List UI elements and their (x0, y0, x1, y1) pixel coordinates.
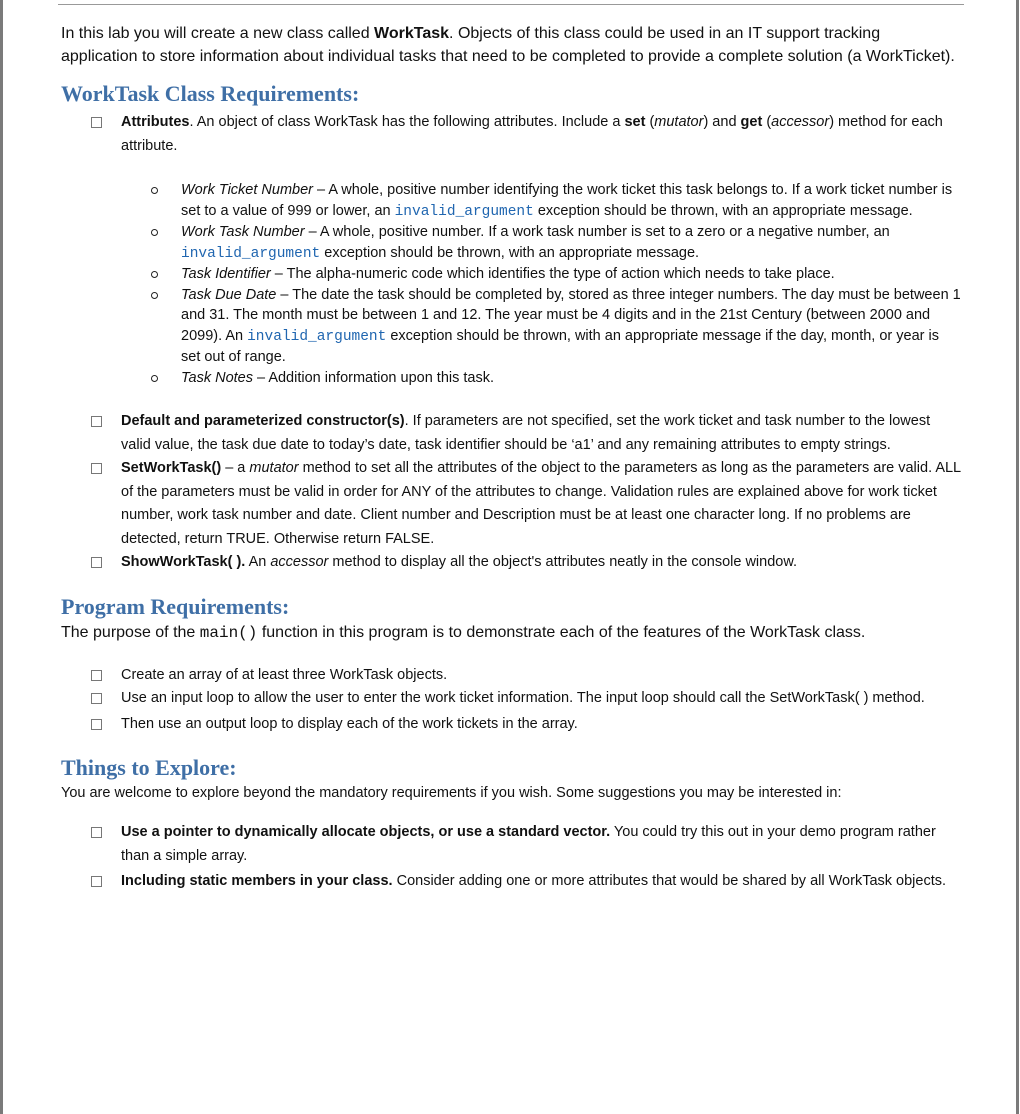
attributes-item: Attributes. An object of class WorkTask has the following attributes. Include a set (mutator) and get (accessor) method for each attribute. Work Ticket Number – A whole, positive number identifying the work ticket this task belongs to. If a work ticket number is set to a value of 999 or lower, an invalid_argument exception should be thrown, with an appropriate message. Work Task Number – A whole, positive number. If a work task number is set to a zero or a negative number, an invalid_argument exception should be thrown, with an appropriate message. Task Identifier – The alpha-numeric code which identifies the type of action which needs to take place. Task Due Date – The date the task should be completed by, stored as three integer numbers. The day must be between 1 and 31. The month must be between 1 and 12. The year must be 4 digits and in the 21st Century (between 2000 and 2099). An invalid_argument exception should be thrown, with an appropriate message if the day, month, or year is set out of range. Task Notes – Addition information upon this task. (61, 111, 961, 388)
program-purpose: The purpose of the main() function in this program is to demonstrate each of the features of the WorkTask class. (61, 623, 866, 642)
class-name: WorkTask (374, 25, 450, 42)
circle-bullet-icon (151, 187, 158, 194)
program-requirements-list (61, 664, 961, 737)
checkbox-square-icon (91, 827, 102, 838)
showworktask-item: ShowWorkTask( ). An accessor method to display all the object's attributes neatly in the console window. (61, 551, 961, 575)
document-body (61, 22, 961, 894)
checkbox-square-icon (91, 557, 102, 568)
circle-bullet-icon (151, 229, 158, 236)
circle-bullet-icon (151, 271, 158, 278)
circle-bullet-icon (151, 292, 158, 299)
things-to-explore-heading: Things to Explore: (61, 755, 237, 780)
program-requirements-heading: Program Requirements: (61, 593, 290, 619)
list-item: Use an input loop to allow the user to enter the work ticket information. The input loop should call the SetWorkTask( ) method. (61, 687, 961, 711)
checkbox-square-icon (91, 719, 102, 730)
class-requirements-heading: WorkTask Class Requirements: (61, 81, 360, 106)
list-item: Use a pointer to dynamically allocate objects, or use a standard vector. You could try this out in your demo program rather than a simple array. (61, 821, 961, 868)
circle-bullet-icon (151, 375, 158, 382)
intro-paragraph: In this lab you will create a new class called WorkTask. Objects of this class could be used in an IT support tracking application to store information about individual tasks that need to be completed to provide a complete solution (a WorkTicket). (61, 25, 955, 65)
attr-work-task-number: Work Task Number – A whole, positive number. If a work task number is set to a zero or a negative number, an invalid_argument exception should be thrown, with an appropriate message. (61, 222, 961, 264)
list-item: Including static members in your class. Consider adding one or more attributes that would be shared by all WorkTask objects. (61, 870, 961, 894)
top-rule (58, 4, 964, 5)
checkbox-square-icon (91, 876, 102, 887)
checkbox-square-icon (91, 670, 102, 681)
attr-work-ticket-number: Work Ticket Number – A whole, positive number identifying the work ticket this task belongs to. If a work ticket number is set to a value of 999 or lower, an invalid_argument exception should be thrown, with an appropriate message. (61, 180, 961, 222)
checkbox-square-icon (91, 463, 102, 474)
checkbox-square-icon (91, 117, 102, 128)
constructor-item: Default and parameterized constructor(s). If parameters are not specified, set the work ticket and task number to the lowest valid value, the task due date to today’s date, task identifier should be ‘a1’ and any remaining attributes to empty strings. (61, 410, 961, 457)
page-border-right (1016, 0, 1019, 1114)
explore-intro: You are welcome to explore beyond the mandatory requirements if you wish. Some suggestions you may be interested in: (61, 785, 842, 801)
attr-task-due-date: Task Due Date – The date the task should be completed by, stored as three integer numbers. The day must be between 1 and 31. The month must be between 1 and 12. The year must be 4 digits and in the 21st Century (between 2000 and 2099). An invalid_argument exception should be thrown, with an appropriate message if the day, month, or year is set out of range. (61, 285, 961, 368)
attr-task-identifier: Task Identifier – The alpha-numeric code which identifies the type of action which needs to take place. (61, 264, 961, 285)
class-requirements-list (61, 111, 961, 575)
explore-list (61, 821, 961, 894)
checkbox-square-icon (91, 693, 102, 704)
setworktask-item: SetWorkTask() – a mutator method to set all the attributes of the object to the parameters as long as the parameters are valid. ALL of the parameters must be valid in order for ANY of the attributes to change. Validation rules are explained above for work ticket number, work task number and date. Client number and Description must be at least one character long. If no problems are detected, return TRUE. Otherwise return FALSE. (61, 457, 961, 551)
attr-task-notes: Task Notes – Addition information upon this task. (61, 368, 961, 389)
attribute-sublist (61, 180, 961, 388)
checkbox-square-icon (91, 416, 102, 427)
list-item: Create an array of at least three WorkTask objects. (61, 664, 961, 688)
list-item: Then use an output loop to display each of the work tickets in the array. (61, 713, 961, 737)
page-border-left (0, 0, 3, 1114)
